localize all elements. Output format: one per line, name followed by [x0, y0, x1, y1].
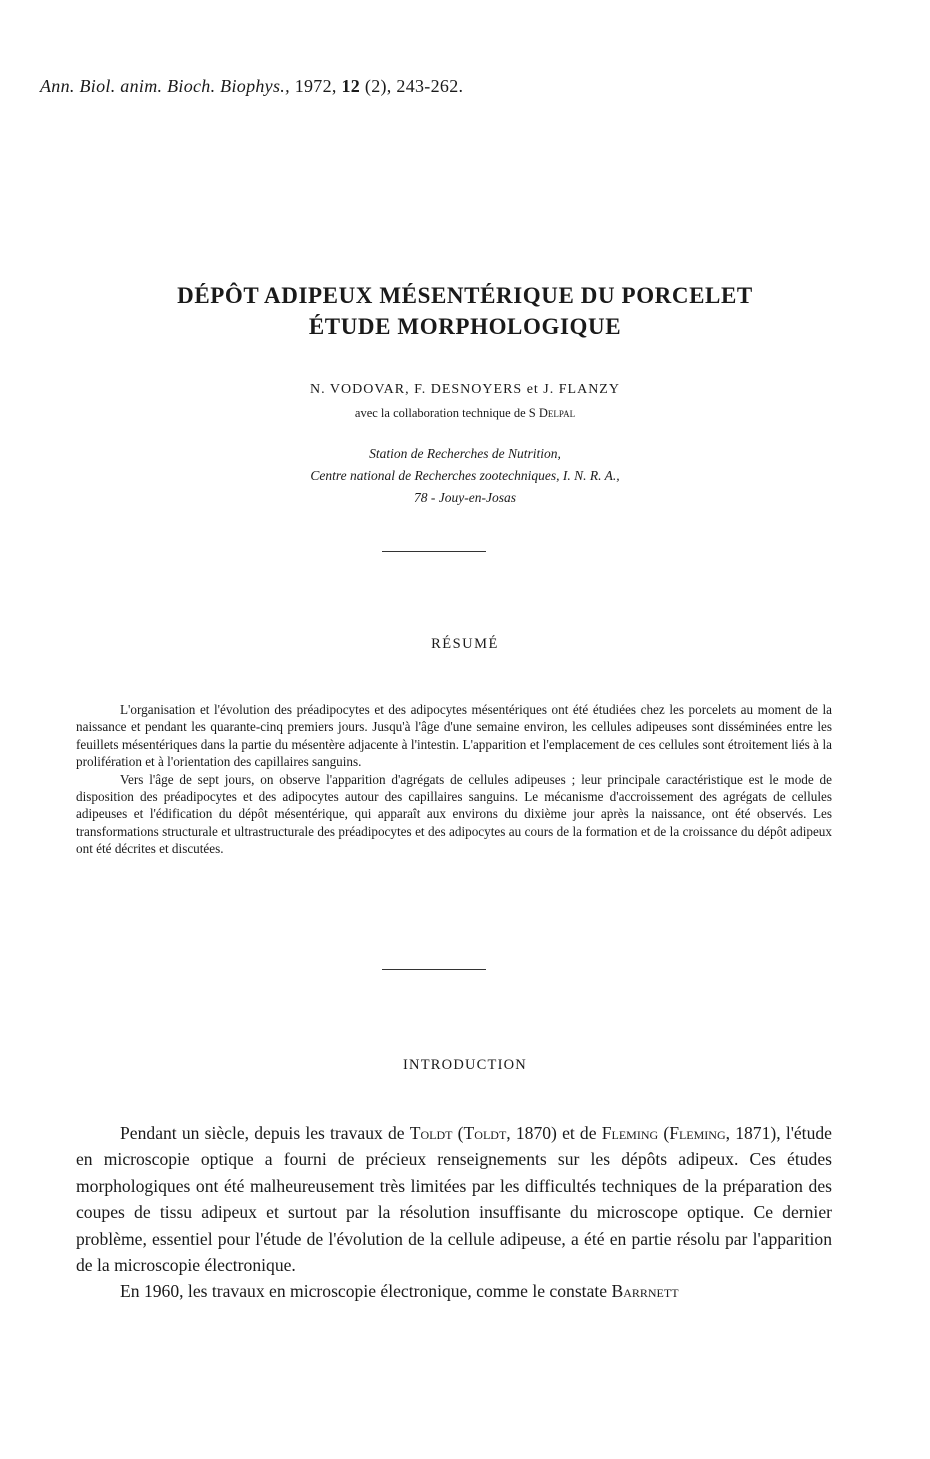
text-run: , 1870) et de [506, 1123, 602, 1143]
body-paragraph [76, 1278, 832, 1304]
section-divider [382, 969, 486, 970]
cited-author: Toldt [409, 1123, 453, 1143]
paper-title-line-1: DÉPÔT ADIPEUX MÉSENTÉRIQUE DU PORCELET [177, 283, 753, 308]
abstract-paragraph: Vers l'âge de sept jours, on observe l'apparition d'agrégats de cellules adipeuses ; leur principale caractéristique est le mode de disposition des préadipocytes et des adipocytes autour des capillaires sanguins. Le mécanisme d'accroissement des agrégats de cellules adipeuses et l'édification du dépôt mésentérique, qui apparaît aux environs du dixième jour après la naissance, ont été observés. Les transformations structurale et ultrastructurale des préadipocytes et des adipocytes au cours de la formation et de la croissance du dépôt adipeux ont été décrites et discutées. [76, 771, 832, 857]
abstract-heading: RÉSUMÉ [431, 636, 499, 652]
affiliation-line-3: 78 - Jouy-en-Josas [414, 490, 516, 505]
introduction-heading: INTRODUCTION [403, 1057, 527, 1073]
affiliation-line-1: Station de Recherches de Nutrition, [369, 446, 561, 461]
text-run: Pendant un siècle, depuis les travaux de [120, 1123, 410, 1143]
technical-collaboration [0, 406, 930, 421]
citation-issue-pages: (2), 243-262. [364, 76, 464, 96]
cited-author: Toldt [463, 1123, 507, 1143]
author-list: N. VODOVAR, F. DESNOYERS et J. FLANZY [310, 382, 620, 397]
abstract-paragraph: L'organisation et l'évolution des préadipocytes et des adipocytes mésentériques ont été étudiées chez les porcelets au moment de la naissance et pendant les quarante-cinq premiers jours. Jusqu'à l'âge d'une semaine environ, les cellules adipeuses sont disséminées entre les feuillets mésentériques dans la partie du mésentère adjacente à l'intestin. L'apparition et l'emplacement de ces cellules sont étroitement liés à la prolifération et à l'orientation des capillaires sanguins. [76, 702, 832, 770]
text-run: ( [452, 1123, 464, 1143]
citation-year: 1972, [294, 76, 337, 96]
journal-citation [40, 76, 463, 97]
introduction-body [76, 1120, 832, 1305]
cited-author: Barrnett [611, 1281, 679, 1302]
collaboration-prefix: avec la collaboration technique de S [354, 406, 539, 420]
text-run: En 1960, les travaux en microscopie électronique, comme le constate [120, 1281, 612, 1302]
section-divider [382, 551, 486, 552]
body-paragraph [76, 1120, 832, 1278]
cited-author: Fleming [669, 1123, 726, 1143]
cited-author: Fleming [601, 1123, 659, 1143]
affiliation-line-2: Centre national de Recherches zootechniques, I. N. R. A., [310, 468, 620, 483]
citation-volume: 12 [341, 76, 361, 96]
text-run: , 1871), l'étude en microscopie optique a fourni de précieux renseignements sur les dépôts adipeux. Ces études morphologiques ont été malheureusement très limitées par les difficultés techniques de la préparation des coupes de tissu adipeux et surtout par la résolution insuffisante du microscope optique. Ce dernier problème, essentiel pour l'étude de l'évolution de la cellule adipeuse, a été en partie résolu par l'apparition de la microscopie électronique. [76, 1123, 832, 1276]
text-run: ( [658, 1123, 670, 1143]
collaborator-name: Delpal [538, 406, 576, 420]
citation-journal: Ann. Biol. anim. Bioch. Biophys., [40, 76, 290, 96]
paper-title-line-2: ÉTUDE MORPHOLOGIQUE [308, 314, 622, 339]
abstract-body [76, 701, 832, 858]
